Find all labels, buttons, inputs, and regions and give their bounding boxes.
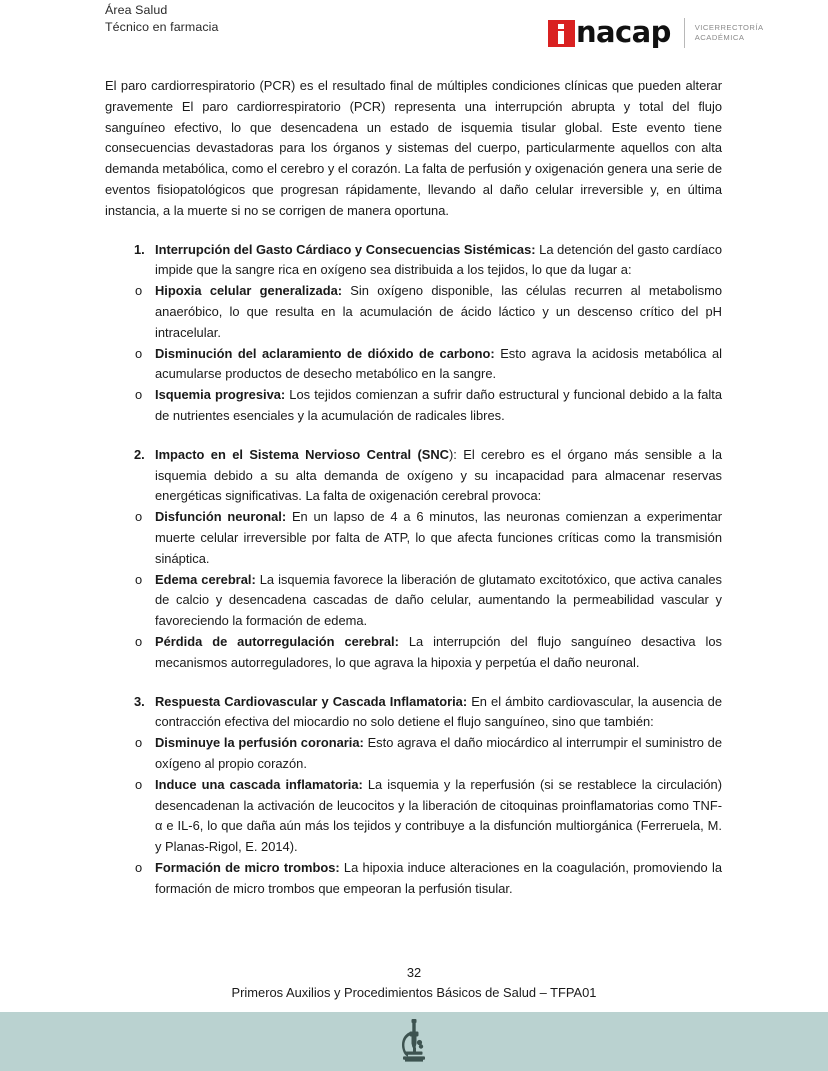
logo-divider [684, 18, 685, 48]
logo-subtitle-line1: VICERRECTORÍA [694, 23, 764, 32]
sub-list-item [105, 733, 722, 775]
sub-list-item [105, 858, 722, 900]
header-area-line: Área Salud [105, 3, 168, 17]
sub-list-marker: o [135, 345, 143, 361]
sub-list-item [105, 385, 722, 427]
sub-list-item-body: Sin oxígeno disponible, las células recurren al metabolismo anaeróbico, lo que resulta en la acumulación de ácido láctico y un descenso crítico del pH intracelular. [155, 283, 722, 340]
list-item-title-suffix: ): [448, 446, 457, 462]
list-item [105, 692, 722, 734]
list-item-body: El cerebro es el órgano más sensible a la isquemia debido a su alta demanda de oxígeno y su incapacidad para almacenar reservas energéticas significativas. La falta de oxigenación cerebral provoca: [155, 446, 722, 504]
sub-list-item [105, 507, 722, 569]
inacap-logo-wordmark: nacap [576, 14, 671, 49]
sub-list-item [105, 570, 722, 632]
sub-list-item-body: La interrupción del flujo sanguíneo desactiva los mecanismos autorreguladores, lo que agrava la hipoxia y perpetúa el daño neuronal. [155, 633, 722, 670]
footer-course-title: Primeros Auxilios y Procedimientos Básicos de Salud – TFPA01 [231, 985, 597, 1000]
logo-subtitle-line2: ACADÉMICA [694, 33, 745, 42]
sub-list-item [105, 281, 722, 343]
sub-list-marker: o [135, 735, 143, 751]
sub-list-item-title: Disfunción neuronal: [155, 509, 287, 525]
microscope-icon [394, 1018, 434, 1069]
page-footer [0, 963, 828, 1003]
logo-subtitle [695, 23, 764, 43]
spacer [105, 674, 722, 692]
sub-list-marker: o [135, 283, 143, 299]
page-number: 32 [406, 965, 422, 980]
sub-list-item-title: Pérdida de autorregulación cerebral: [155, 633, 399, 649]
list-group [105, 445, 722, 692]
list-group [105, 692, 722, 900]
intro-paragraph: El paro cardiorrespiratorio (PCR) es el resultado final de múltiples condiciones clínicas que pueden alterar gravemente El paro cardiorrespiratorio (PCR) representa una interrupción abrupta y total del flujo sanguíneo efectivo, lo que desencadena un estado de isquemia tisular global. Este evento tiene consecuencias devastadoras para los órganos y sistemas del cuerpo, particularmente aquellos con alta demanda metabólica, como el cerebro y el corazón. La falta de perfusión y oxigenación genera una serie de eventos fisiopatológicos que progresan rápidamente, llevando al daño celular irreversible y, en última instancia, a la muerte si no se corrigen de manera oportuna. [105, 78, 722, 218]
sub-list-marker: o [135, 859, 143, 875]
logo-i-dot [558, 24, 564, 29]
spacer [105, 222, 722, 240]
list-item-title: Interrupción del Gasto Cárdiaco y Consecuencias Sistémicas: [155, 241, 536, 257]
inacap-logo [548, 16, 764, 50]
sub-list-item-body: Esto agrava el daño miocárdico al interrumpir el suministro de oxígeno al propio corazón. [155, 735, 722, 771]
document-body [105, 76, 722, 1071]
sub-list-item [105, 344, 722, 386]
sub-list-item-body: La isquemia y la reperfusión (si se restablece la circulación) desencadenan la activación de leucocitos y la liberación de citoquinas proinflamatorias como TNF-α e IL-6, lo que daña aún más los tejidos y contribuye a la disfunción multiorgánica (Ferreruela, M. y Planas-Rigol, E. 2014). [155, 776, 723, 855]
logo-i-stem [558, 31, 564, 44]
inacap-logo-mark-icon [548, 20, 575, 47]
header-program-line: Técnico en farmacia [105, 20, 219, 34]
list-item-body: La detención del gasto cardíaco impide que la sangre rica en oxígeno sea distribuida a los tejidos, lo que da lugar a: [155, 241, 722, 278]
list-item-body: En el ámbito cardiovascular, la ausencia de contracción efectiva del miocardio no solo detiene el flujo sanguíneo, sino que también: [155, 693, 723, 730]
sub-list-item-body: Esto agrava la acidosis metabólica al acumularse productos de desecho metabólico en la sangre. [155, 345, 722, 382]
sub-list-item-body: La isquemia favorece la liberación de glutamato excitotóxico, que activa canales de calcio y desencadena cascadas de daño celular, aumentando la permeabilidad vascular y favoreciendo la formación de edema. [155, 571, 722, 629]
sub-list-marker: o [135, 776, 143, 792]
list-item-title: Respuesta Cardiovascular y Cascada Inflamatoria: [155, 693, 468, 709]
spacer [105, 427, 722, 445]
sub-list-marker: o [135, 509, 143, 525]
sub-list-item-title: Isquemia progresiva: [155, 387, 286, 403]
list-item [105, 445, 722, 507]
sub-list-item-title: Disminución del aclaramiento de dióxido de carbono: [155, 345, 495, 361]
sub-list-marker: o [135, 387, 143, 403]
list-marker: 1. [134, 241, 145, 257]
list-group [105, 240, 722, 445]
list-item [105, 240, 722, 282]
page-header [0, 0, 828, 66]
header-department [105, 2, 218, 36]
sub-list-marker: o [135, 571, 143, 587]
sub-list-marker: o [135, 633, 143, 649]
numbered-list [105, 240, 722, 900]
sub-list-item-title: Formación de micro trombos: [155, 859, 340, 875]
list-item-title: Impacto en el Sistema Nervioso Central (SNC [155, 446, 449, 462]
sub-list-item-body: En un lapso de 4 a 6 minutos, las neuronas comienzan a experimentar muerte celular irreversible por falta de ATP, lo que afecta funciones críticas como la transmisión sináptica. [155, 509, 722, 566]
sub-list-item-title: Induce una cascada inflamatoria: [155, 776, 363, 792]
sub-list-item-title: Edema cerebral: [155, 571, 256, 587]
sub-list-item-body: La hipoxia induce alteraciones en la coagulación, promoviendo la formación de micro trombos que empeoran la perfusión tisular. [155, 859, 722, 896]
sub-list-item-title: Disminuye la perfusión coronaria: [155, 735, 364, 751]
sub-list-item-title: Hipoxia celular generalizada: [155, 283, 343, 299]
list-marker: 2. [134, 446, 145, 462]
bottom-decorative-bar [0, 1012, 828, 1071]
sub-list-item [105, 632, 722, 674]
sub-list-item [105, 775, 722, 858]
list-marker: 3. [134, 693, 145, 709]
sub-list-item-body: Los tejidos comienzan a sufrir daño estructural y funcional debido a la falta de nutrientes esenciales y la acumulación de radicales libres. [155, 387, 723, 423]
